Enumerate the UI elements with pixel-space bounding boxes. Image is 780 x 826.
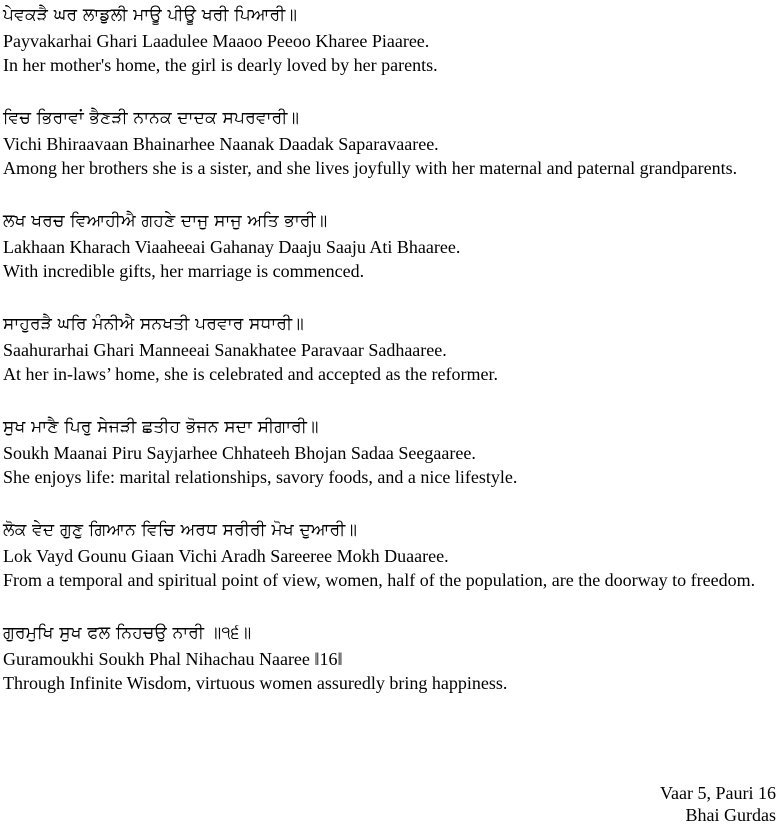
transliteration-line: Saahurarhai Ghari Manneeai Sanakhatee Paravaar Sadhaaree.: [3, 340, 447, 360]
stanza-spacer: [3, 77, 775, 103]
attribution: [660, 782, 776, 826]
translation-line: She enjoys life: marital relationships, savory foods, and a nice lifestyle.: [3, 467, 518, 487]
gurmukhi-line: ਗੁਰਮੁਖਿ ਸੁਖ ਫਲ ਨਿਹਚਉ ਨਾਰੀ ॥੧੬॥: [3, 623, 252, 643]
stanza-spacer: [3, 489, 775, 515]
transliteration-line: Lakhaan Kharach Viaaheeai Gahanay Daaju Saaju Ati Bhaaree.: [3, 237, 461, 257]
translation-line: Among her brothers she is a sister, and she lives joyfully with her maternal and paternal grandparents.: [3, 158, 738, 178]
author-name: Bhai Gurdas: [685, 805, 776, 825]
gurmukhi-line: ਲੋਕ ਵੇਦ ਗੁਣੁ ਗਿਆਨ ਵਿਚਿ ਅਰਧ ਸਰੀਰੀ ਮੋਖ ਦੁਆਰੀ॥: [3, 520, 358, 540]
transliteration-line: Vichi Bhiraavaan Bhainarhee Naanak Daadak Saparavaaree.: [3, 134, 439, 154]
stanza-5: [3, 412, 775, 489]
stanza-spacer: [3, 592, 775, 618]
stanza-spacer: [3, 386, 775, 412]
transliteration-line: Lok Vayd Gounu Giaan Vichi Aradh Sareeree Mokh Duaaree.: [3, 546, 449, 566]
stanza-4: [3, 309, 775, 386]
translation-line: From a temporal and spiritual point of view, women, half of the population, are the doorway to freedom.: [3, 570, 756, 590]
stanza-6: [3, 515, 775, 592]
gurmukhi-line: ਸਾਹੁਰੜੈ ਘਰਿ ਮੰਨੀਐ ਸਨਖਤੀ ਪਰਵਾਰ ਸਧਾਰੀ॥: [3, 314, 304, 334]
gurmukhi-line: ਪੇਵਕੜੈ ਘਰ ਲਾਡੁਲੀ ਮਾਊ ਪੀਊ ਖਰੀ ਪਿਆਰੀ॥: [3, 5, 298, 25]
stanza-spacer: [3, 283, 775, 309]
gurmukhi-line: ਵਿਚ ਭਿਰਾਵਾਂ ਭੈਣੜੀ ਨਾਨਕ ਦਾਦਕ ਸਪਰਵਾਰੀ॥: [3, 108, 300, 128]
stanza-1: [3, 0, 775, 77]
transliteration-line: Payvakarhai Ghari Laadulee Maaoo Peeoo Kharee Piaaree.: [3, 31, 430, 51]
stanza-3: [3, 206, 775, 283]
translation-line: With incredible gifts, her marriage is commenced.: [3, 261, 365, 281]
stanza-7: [3, 618, 775, 695]
gurmukhi-line: ਲਖ ਖਰਚ ਵਿਆਹੀਐ ਗਹਣੇ ਦਾਜੁ ਸਾਜੁ ਅਤਿ ਭਾਰੀ॥: [3, 211, 328, 231]
stanza-2: [3, 103, 775, 180]
transliteration-line: Soukh Maanai Piru Sayjarhee Chhateeh Bhojan Sadaa Seegaaree.: [3, 443, 476, 463]
transliteration-line: Guramoukhi Soukh Phal Nihachau Naaree ‖16‖: [3, 649, 343, 669]
poem-document: [3, 0, 775, 695]
stanza-spacer: [3, 180, 775, 206]
translation-line: In her mother's home, the girl is dearly loved by her parents.: [3, 55, 438, 75]
translation-line: Through Infinite Wisdom, virtuous women assuredly bring happiness.: [3, 673, 508, 693]
translation-line: At her in-laws’ home, she is celebrated and accepted as the reformer.: [3, 364, 498, 384]
gurmukhi-line: ਸੁਖ ਮਾਣੈ ਪਿਰੁ ਸੇਜੜੀ ਛਤੀਹ ਭੋਜਨ ਸਦਾ ਸੀਗਾਰੀ॥: [3, 417, 319, 437]
source-reference: Vaar 5, Pauri 16: [660, 783, 776, 803]
